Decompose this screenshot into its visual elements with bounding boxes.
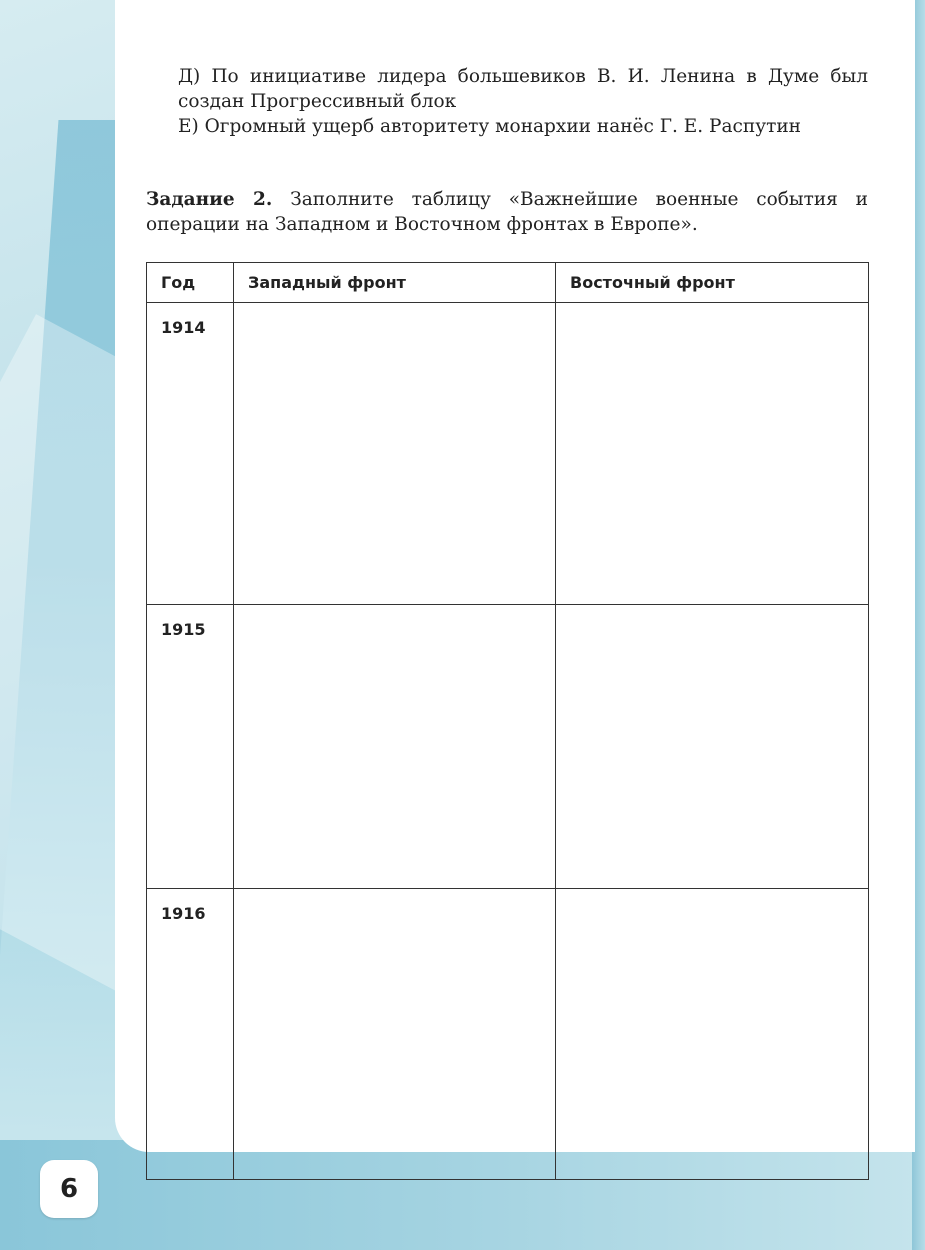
eastern-front-cell[interactable] bbox=[556, 303, 869, 605]
statement-e: Е) Огромный ущерб авторитету монархии нанёс Г. Е. Распутин bbox=[178, 116, 801, 137]
task-2 bbox=[146, 187, 868, 237]
task-label: Задание 2. bbox=[146, 189, 273, 210]
western-front-cell[interactable] bbox=[234, 605, 556, 889]
header-western-front: Западный фронт bbox=[234, 263, 556, 303]
year-cell: 1914 bbox=[147, 303, 234, 605]
task-text: Заполните таблицу «Важнейшие военные события и операции на Западном и Восточном фронтах в Европе». bbox=[146, 189, 868, 235]
eastern-front-cell[interactable] bbox=[556, 605, 869, 889]
header-year: Год bbox=[147, 263, 234, 303]
table-row bbox=[147, 303, 869, 605]
statements-block bbox=[178, 64, 868, 139]
western-front-cell[interactable] bbox=[234, 889, 556, 1180]
eastern-front-cell[interactable] bbox=[556, 889, 869, 1180]
header-eastern-front: Восточный фронт bbox=[556, 263, 869, 303]
page-number: 6 bbox=[40, 1160, 98, 1218]
year-cell: 1916 bbox=[147, 889, 234, 1180]
statement-d: Д) По инициативе лидера большевиков В. И. Ленина в Думе был создан Прогрессивный блок bbox=[178, 66, 868, 112]
western-front-cell[interactable] bbox=[234, 303, 556, 605]
table-row bbox=[147, 889, 869, 1180]
events-table bbox=[146, 262, 869, 1180]
table-header-row bbox=[147, 263, 869, 303]
year-cell: 1915 bbox=[147, 605, 234, 889]
table-row bbox=[147, 605, 869, 889]
